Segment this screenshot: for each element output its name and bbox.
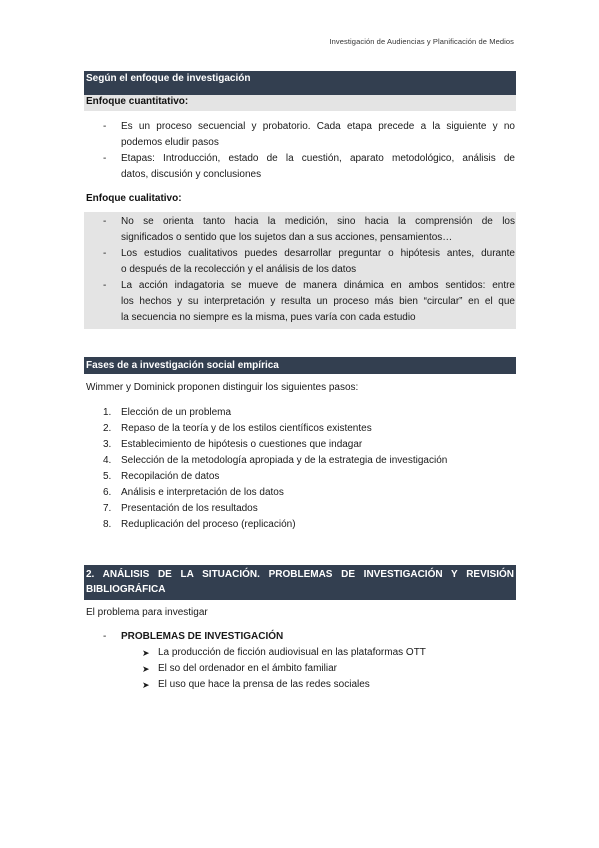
fases-intro: Wimmer y Dominick proponen distinguir los siguientes pasos: xyxy=(86,382,359,393)
arrow-bullet-icon: ➤ xyxy=(142,648,150,658)
document-page: Investigación de Audiencias y Planificación de Medios Según el enfoque de investigación Enfoque cuantitativo: - Es un proceso secuencial y probatorio. Cada etapa precede a la siguiente y no podemos eludir pasos - Etapas: Introducción, estado de la cuestión, aparato metodológico, análisis de datos, discusión y conclusiones Enfoque cualitativo: - No se orienta tanto hacia la medición, sino hacia la comprensión de los significados o sentido que los sujetos dan a sus acciones, pensamientos… - Los estudios cualitativos puedes desarrollar preguntar o hipótesis antes, durante o después de la recolección y el análisis de los datos - La acción indagatoria se mueve de manera dinámica en ambos sentidos: entre los hechos y su interpretación y resulta un proceso más bien “circular” en el que la secuencia no siempre es la misma, pues varía con cada estudio Fases de a investigación social empírica Wimmer y Dominick proponen distinguir los siguientes pasos: 1. Elección de un problema 2. Repaso de la teoría y de los estilos científicos existentes 3. Establecimiento de hipótesis o cuestiones que indagar 4. Selección de la metodología apropiada y de la estrategia de investigación 5. Recopilación de datos 6. Análisis e interpretación de los datos 7. Presentación de los resultados 8. Reduplicación del proceso (replicación) 2. ANÁLISIS DE LA SITUACIÓN. PROBLEMAS DE INVESTIGACIÓN Y REVISIÓN BIBLIOGRÁFICA El problema para investigar - PROBLEMAS DE INVESTIGACIÓN ➤ La producción de ficción audiovisual en las plataformas OTT ➤ El so del ordenador en el ámbito familiar ➤ El uso que hace la prensa de las redes sociales xyxy=(0,0,599,848)
arrow-bullet-icon: ➤ xyxy=(142,680,150,690)
section-bar-analisis: 2. ANÁLISIS DE LA SITUACIÓN. PROBLEMAS DE INVESTIGACIÓN Y REVISIÓN BIBLIOGRÁFICA xyxy=(84,565,516,600)
section-bar-enfoque: Según el enfoque de investigación xyxy=(84,71,516,95)
running-header: Investigación de Audiencias y Planificación de Medios xyxy=(329,37,514,46)
problem-intro: El problema para investigar xyxy=(86,607,208,618)
problems-heading: PROBLEMAS DE INVESTIGACIÓN xyxy=(121,631,284,642)
section-bar-fases: Fases de a investigación social empírica xyxy=(84,357,516,374)
arrow-bullet-icon: ➤ xyxy=(142,664,150,674)
quant-heading: Enfoque cuantitativo: xyxy=(86,96,189,107)
qual-heading: Enfoque cualitativo: xyxy=(86,193,182,204)
